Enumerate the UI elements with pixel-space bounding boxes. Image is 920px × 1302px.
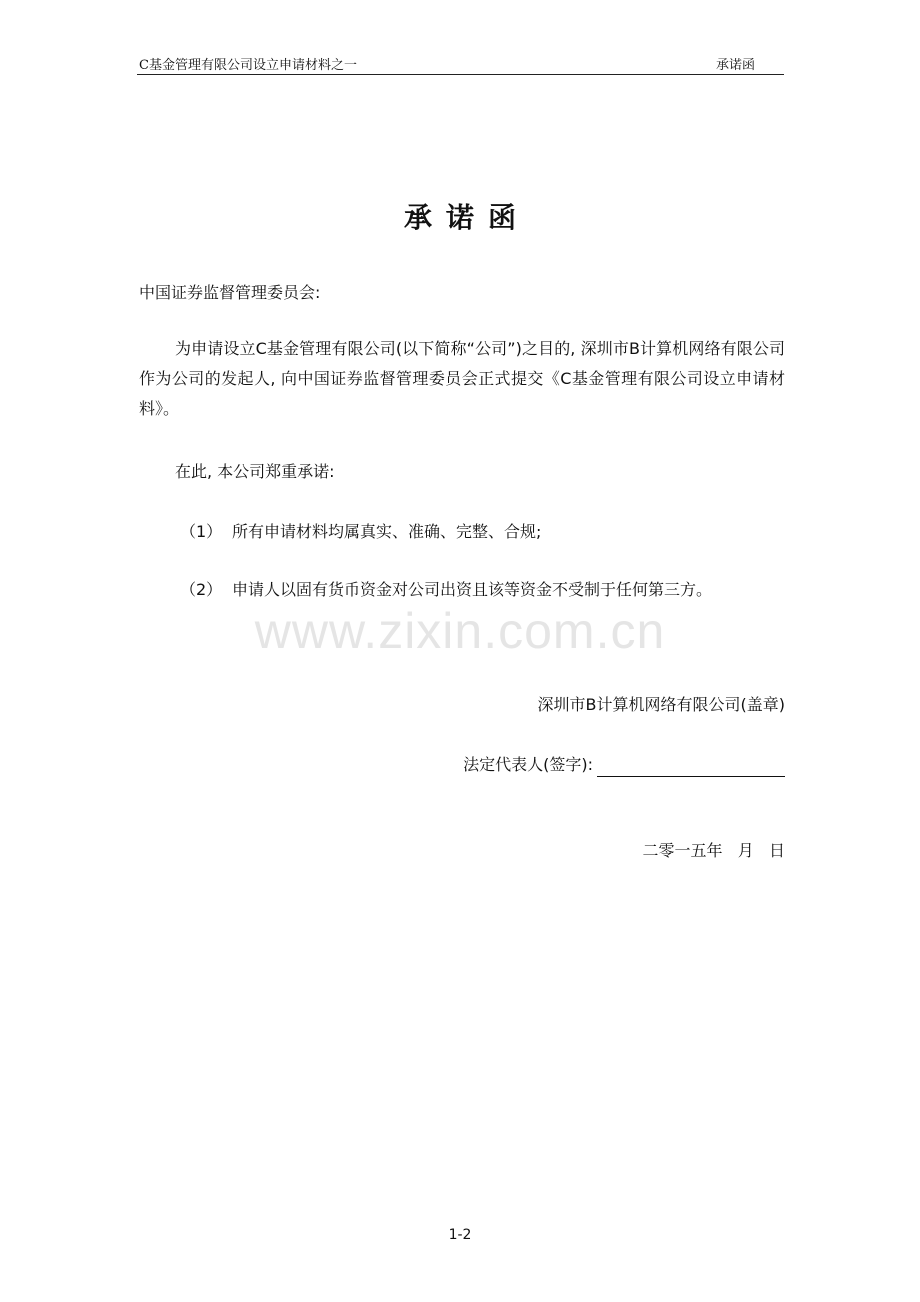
item-number: （1）: [180, 522, 223, 541]
company-seal-line: 深圳市B计算机网络有限公司(盖章): [537, 695, 785, 714]
header-left-text: C基金管理有限公司设立申请材料之一: [139, 58, 357, 73]
page-number: 1-2: [448, 1227, 472, 1243]
item-text: 申请人以固有货币资金对公司出资且该等资金不受制于任何第三方。: [232, 580, 713, 599]
commitment-item-1: [180, 517, 541, 547]
salutation: 中国证券监督管理委员会:: [139, 283, 321, 302]
signature-line: [597, 754, 785, 777]
commitment-item-2: [180, 575, 712, 605]
watermark: www.zixin.com.cn: [254, 603, 666, 659]
header-right-text: 承诺函: [715, 58, 755, 73]
signature-row: [463, 750, 785, 780]
item-text: 所有申请材料均属真实、准确、完整、合规;: [232, 522, 542, 541]
body-paragraph-2: 在此, 本公司郑重承诺:: [175, 462, 335, 481]
page-header: [137, 52, 784, 75]
document-title: 承诺函: [403, 201, 530, 234]
date-line: 二零一五年 月 日: [642, 841, 785, 860]
body-paragraph-1: 为申请设立C基金管理有限公司(以下简称“公司”)之目的, 深圳市B计算机网络有限公司作为公司的发起人, 向中国证券监督管理委员会正式提交《C基金管理有限公司设立申请材料》。: [139, 339, 785, 418]
item-number: （2）: [180, 580, 223, 599]
legal-rep-label: 法定代表人(签字):: [463, 755, 593, 774]
